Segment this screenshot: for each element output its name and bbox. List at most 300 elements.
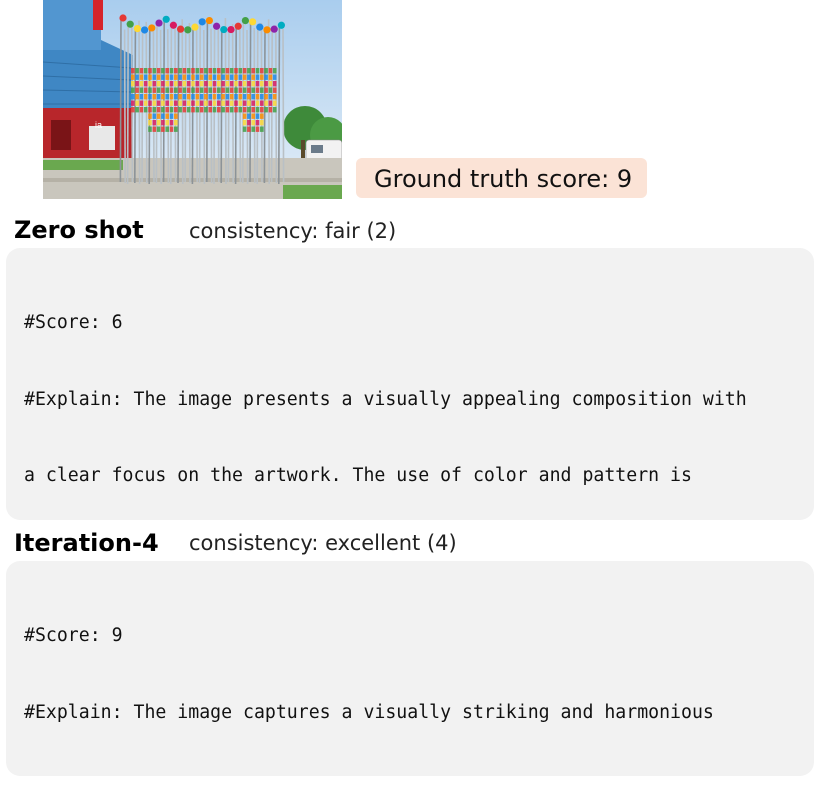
sculpture-block bbox=[247, 127, 251, 132]
sculpture-block bbox=[273, 81, 277, 86]
sculpture-block bbox=[131, 88, 135, 93]
sculpture-block bbox=[161, 75, 165, 80]
sculpture-ball bbox=[170, 22, 177, 29]
sculpture-block bbox=[153, 94, 157, 99]
sculpture-block bbox=[226, 75, 230, 80]
zero-shot-consistency: consistency: fair (2) bbox=[189, 219, 397, 243]
sculpture-block bbox=[148, 107, 152, 112]
sculpture-block bbox=[213, 88, 217, 93]
sculpture-block bbox=[256, 81, 260, 86]
sculpture-pole bbox=[128, 24, 129, 184]
sculpture-block bbox=[217, 107, 221, 112]
sculpture-block bbox=[174, 75, 178, 80]
iteration-4-response-box bbox=[6, 561, 814, 776]
sculpture-block bbox=[260, 81, 264, 86]
sculpture-pole bbox=[120, 18, 121, 182]
sculpture-block bbox=[187, 107, 191, 112]
sculpture-block bbox=[165, 75, 169, 80]
sculpture-block bbox=[170, 68, 174, 73]
sculpture-block bbox=[187, 68, 191, 73]
sculpture-block bbox=[191, 88, 195, 93]
sculpture-block bbox=[260, 120, 264, 125]
sculpture-block bbox=[260, 68, 264, 73]
sculpture-block bbox=[161, 127, 165, 132]
sculpture-block bbox=[144, 68, 148, 73]
sculpture-block bbox=[251, 101, 255, 106]
sculpture-block bbox=[264, 101, 268, 106]
iteration-4-heading: Iteration-4 bbox=[14, 529, 159, 557]
sculpture-block bbox=[148, 127, 152, 132]
sculpture-block bbox=[183, 94, 187, 99]
sculpture-block bbox=[183, 88, 187, 93]
sculpture-block bbox=[165, 88, 169, 93]
response-line: #Score: 6 bbox=[24, 312, 123, 333]
sculpture-block bbox=[148, 101, 152, 106]
sculpture-block bbox=[187, 94, 191, 99]
sculpture-block bbox=[178, 94, 182, 99]
sculpture-block bbox=[230, 107, 234, 112]
sculpture-block bbox=[153, 81, 157, 86]
sculpture-block bbox=[243, 94, 247, 99]
sculpture-block bbox=[157, 120, 161, 125]
sculpture-block bbox=[161, 114, 165, 119]
sculpture-block bbox=[247, 94, 251, 99]
sculpture-block bbox=[131, 107, 135, 112]
zero-shot-heading: Zero shot bbox=[14, 216, 144, 244]
ground-truth-score-badge: Ground truth score: 9 bbox=[356, 158, 647, 198]
sculpture-ball bbox=[141, 26, 148, 33]
sculpture-block bbox=[174, 94, 178, 99]
sculpture-block bbox=[157, 107, 161, 112]
sculpture-pole bbox=[221, 30, 222, 183]
sculpture-block bbox=[170, 94, 174, 99]
sculpture-block bbox=[170, 114, 174, 119]
sculpture-block bbox=[217, 81, 221, 86]
sculpture-pole bbox=[264, 30, 265, 183]
sculpture-block bbox=[148, 68, 152, 73]
sculpture-block bbox=[178, 68, 182, 73]
sculpture-block bbox=[239, 94, 243, 99]
sculpture-block bbox=[165, 107, 169, 112]
sculpture-block bbox=[208, 88, 212, 93]
sculpture-block bbox=[213, 101, 217, 106]
sculpture-block bbox=[140, 81, 144, 86]
sculpture-block bbox=[239, 75, 243, 80]
sculpture-block bbox=[208, 75, 212, 80]
sculpture-block bbox=[191, 94, 195, 99]
sculpture-ball bbox=[235, 23, 242, 30]
sculpture-block bbox=[153, 114, 157, 119]
sculpture-block bbox=[230, 88, 234, 93]
sculpture-block bbox=[234, 107, 238, 112]
sculpture-block bbox=[239, 88, 243, 93]
sculpture-block bbox=[260, 127, 264, 132]
sculpture-ball bbox=[263, 26, 270, 33]
sculpture-block bbox=[251, 114, 255, 119]
sculpture-block bbox=[256, 94, 260, 99]
sculpture-block bbox=[170, 127, 174, 132]
sculpture-block bbox=[165, 120, 169, 125]
sculpture-block bbox=[234, 88, 238, 93]
sculpture-block bbox=[234, 81, 238, 86]
sculpture-block bbox=[208, 101, 212, 106]
sculpture-block bbox=[174, 81, 178, 86]
sculpture-block bbox=[204, 68, 208, 73]
sculpture-block bbox=[131, 68, 135, 73]
sculpture-block bbox=[161, 107, 165, 112]
sculpture-block bbox=[148, 114, 152, 119]
sculpture-ball bbox=[148, 24, 155, 31]
sculpture-ball bbox=[119, 14, 126, 21]
sculpture-block bbox=[243, 120, 247, 125]
sculpture-block bbox=[178, 75, 182, 80]
sculpture-block bbox=[135, 107, 139, 112]
sculpture-block bbox=[135, 68, 139, 73]
sculpture-ball bbox=[163, 16, 170, 23]
sculpture-block bbox=[157, 127, 161, 132]
sculpture-block bbox=[217, 75, 221, 80]
sculpture-block bbox=[221, 81, 225, 86]
sculpture-block bbox=[161, 88, 165, 93]
sculpture-block bbox=[208, 107, 212, 112]
sculpture-block bbox=[153, 101, 157, 106]
sculpture-block bbox=[204, 94, 208, 99]
sculpture-pole bbox=[168, 29, 169, 183]
sculpture-block bbox=[256, 75, 260, 80]
sculpture-block bbox=[144, 107, 148, 112]
sculpture-block bbox=[187, 101, 191, 106]
response-line: #Score: 9 bbox=[24, 625, 123, 646]
sculpture-block bbox=[264, 81, 268, 86]
sculpture-block bbox=[239, 107, 243, 112]
sculpture-block bbox=[243, 107, 247, 112]
sculpture-block bbox=[226, 88, 230, 93]
sculpture-ball bbox=[249, 18, 256, 25]
sculpture-block bbox=[273, 88, 277, 93]
response-line: a clear focus on the artwork. The use of color and pattern is bbox=[24, 465, 692, 486]
sculpture-pole bbox=[139, 21, 140, 184]
sculpture-block bbox=[213, 107, 217, 112]
sculpture-block bbox=[239, 101, 243, 106]
sculpture-block bbox=[264, 107, 268, 112]
sculpture-block bbox=[140, 68, 144, 73]
sculpture-ball bbox=[177, 26, 184, 33]
sculpture-block bbox=[226, 101, 230, 106]
sculpture-block bbox=[230, 94, 234, 99]
sculpture-block bbox=[131, 75, 135, 80]
sculpture-block bbox=[264, 75, 268, 80]
sculpture-block bbox=[230, 75, 234, 80]
sculpture-block bbox=[269, 75, 273, 80]
sculpture-block bbox=[153, 127, 157, 132]
sculpture-block bbox=[204, 81, 208, 86]
sculpture-block bbox=[243, 81, 247, 86]
sculpture-block bbox=[264, 88, 268, 93]
sculpture-block bbox=[234, 101, 238, 106]
sculpture-ball bbox=[184, 26, 191, 33]
sculpture-block bbox=[204, 88, 208, 93]
sculpture-block bbox=[174, 101, 178, 106]
sculpture-block bbox=[256, 120, 260, 125]
sculpture-block bbox=[208, 94, 212, 99]
sculpture-block bbox=[140, 94, 144, 99]
sculpture-block bbox=[243, 127, 247, 132]
sculpture-block bbox=[144, 94, 148, 99]
sculpture-block bbox=[178, 101, 182, 106]
sculpture-pole bbox=[125, 30, 126, 183]
sculpture-block bbox=[256, 114, 260, 119]
sculpture-block bbox=[148, 75, 152, 80]
building-sign: ia bbox=[95, 120, 103, 130]
sculpture-block bbox=[170, 88, 174, 93]
sculpture-block bbox=[269, 94, 273, 99]
sculpture-block bbox=[165, 94, 169, 99]
sculpture-block bbox=[170, 81, 174, 86]
sculpture-block bbox=[273, 107, 277, 112]
sculpture-block bbox=[200, 107, 204, 112]
sculpture-block bbox=[260, 88, 264, 93]
sculpture-block bbox=[135, 88, 139, 93]
sculpture-block bbox=[269, 81, 273, 86]
sculpture-block bbox=[260, 107, 264, 112]
sculpture-block bbox=[200, 68, 204, 73]
sculpture-block bbox=[269, 107, 273, 112]
sculpture-block bbox=[187, 75, 191, 80]
sculpture-ball bbox=[256, 24, 263, 31]
sculpture-block bbox=[174, 127, 178, 132]
sculpture-block bbox=[239, 68, 243, 73]
sculpture-block bbox=[251, 94, 255, 99]
sculpture-block bbox=[157, 75, 161, 80]
sculpture-block bbox=[243, 101, 247, 106]
sculpture-block bbox=[174, 107, 178, 112]
sculpture-block bbox=[234, 75, 238, 80]
sculpture-block bbox=[196, 68, 200, 73]
sculpture-block bbox=[135, 75, 139, 80]
sculpture-block bbox=[260, 94, 264, 99]
sculpture-block bbox=[140, 88, 144, 93]
sculpture-block bbox=[196, 88, 200, 93]
sculpture-block bbox=[183, 75, 187, 80]
sculpture-ball bbox=[213, 23, 220, 30]
sculpture-block bbox=[144, 81, 148, 86]
sculpture-block bbox=[239, 81, 243, 86]
sculpture-block bbox=[260, 114, 264, 119]
sculpture-block bbox=[204, 75, 208, 80]
sculpture-block bbox=[157, 94, 161, 99]
sculpture-block bbox=[161, 94, 165, 99]
sculpture-block bbox=[247, 101, 251, 106]
sculpture-block bbox=[174, 114, 178, 119]
sculpture-block bbox=[251, 120, 255, 125]
sculpture-block bbox=[256, 107, 260, 112]
sculpture-ball bbox=[227, 26, 234, 33]
sculpture-block bbox=[157, 68, 161, 73]
sculpture-pole bbox=[279, 25, 280, 184]
sculpture-block bbox=[234, 94, 238, 99]
sculpture-block bbox=[208, 81, 212, 86]
sculpture-block bbox=[226, 81, 230, 86]
sculpture-block bbox=[174, 68, 178, 73]
sculpture-block bbox=[230, 68, 234, 73]
sculpture-block bbox=[204, 107, 208, 112]
sculpture-block bbox=[170, 101, 174, 106]
sculpture-block bbox=[230, 81, 234, 86]
sculpture-ball bbox=[206, 17, 213, 24]
sculpture-pole bbox=[247, 30, 248, 184]
sculpture-block bbox=[140, 101, 144, 106]
sculpture-block bbox=[273, 101, 277, 106]
sculpture-ball bbox=[271, 26, 278, 33]
sculpture-block bbox=[131, 101, 135, 106]
sculpture-block bbox=[269, 101, 273, 106]
sculpture-block bbox=[247, 120, 251, 125]
sculpture-block bbox=[217, 101, 221, 106]
sculpture-block bbox=[170, 120, 174, 125]
sculpture-block bbox=[256, 88, 260, 93]
sculpture-block bbox=[264, 94, 268, 99]
sculpture-pole bbox=[185, 30, 186, 182]
sculpture-block bbox=[247, 68, 251, 73]
sculpture-block bbox=[191, 107, 195, 112]
sculpture-block bbox=[191, 68, 195, 73]
sculpture-block bbox=[269, 88, 273, 93]
sculpture-block bbox=[204, 101, 208, 106]
sculpture-ball bbox=[134, 25, 141, 32]
sculpture-block bbox=[251, 75, 255, 80]
sculpture-block bbox=[183, 107, 187, 112]
sculpture-block bbox=[144, 88, 148, 93]
sculpture-block bbox=[153, 107, 157, 112]
sculpture-block bbox=[221, 94, 225, 99]
sculpture-pole bbox=[149, 28, 150, 184]
sculpture-block bbox=[148, 120, 152, 125]
sculpture-block bbox=[217, 68, 221, 73]
sculpture-block bbox=[161, 68, 165, 73]
sculpture-block bbox=[251, 127, 255, 132]
sculpture-block bbox=[230, 101, 234, 106]
sculpture-block bbox=[200, 101, 204, 106]
sculpture-block bbox=[178, 107, 182, 112]
sculpture-block bbox=[208, 68, 212, 73]
sculpture-block bbox=[256, 127, 260, 132]
sculpture-block bbox=[213, 81, 217, 86]
sculpture-block bbox=[170, 107, 174, 112]
sculpture-block bbox=[264, 68, 268, 73]
sculpture-block bbox=[165, 68, 169, 73]
sculpture-block bbox=[247, 114, 251, 119]
sculpture-block bbox=[191, 81, 195, 86]
sculpture-block bbox=[213, 68, 217, 73]
sculpture-block bbox=[247, 81, 251, 86]
sculpture-block bbox=[251, 68, 255, 73]
sculpture-block bbox=[243, 68, 247, 73]
sculpture-block bbox=[174, 120, 178, 125]
sculpture-block bbox=[213, 75, 217, 80]
sculpture-block bbox=[243, 88, 247, 93]
sculpture-block bbox=[243, 75, 247, 80]
sculpture-block bbox=[251, 107, 255, 112]
sculpture-block bbox=[187, 81, 191, 86]
sculpture-block bbox=[183, 68, 187, 73]
sculpture-block bbox=[178, 88, 182, 93]
response-line: #Explain: The image presents a visually appealing composition with bbox=[24, 388, 747, 410]
sculpture-block bbox=[135, 81, 139, 86]
sculpture-block bbox=[165, 101, 169, 106]
sculpture-block bbox=[196, 107, 200, 112]
sculpture-ball bbox=[155, 19, 162, 26]
sculpture-block bbox=[213, 94, 217, 99]
sculpture-ball bbox=[242, 17, 249, 24]
sculpture-block bbox=[247, 88, 251, 93]
sculpture-block bbox=[135, 101, 139, 106]
sculpture-block bbox=[196, 81, 200, 86]
sculpture-block bbox=[260, 75, 264, 80]
sculpture-block bbox=[135, 94, 139, 99]
sculpture-block bbox=[221, 101, 225, 106]
sculpture-block bbox=[221, 88, 225, 93]
sculpture-block bbox=[140, 107, 144, 112]
sculpture-ball bbox=[278, 22, 285, 29]
sculpture-block bbox=[273, 94, 277, 99]
sculpture-block bbox=[170, 75, 174, 80]
sculpture-block bbox=[161, 120, 165, 125]
sculpture-ball bbox=[199, 18, 206, 25]
sculpture-block bbox=[187, 88, 191, 93]
sculpture-block bbox=[217, 88, 221, 93]
sculpture-block bbox=[183, 101, 187, 106]
sculpture-block bbox=[157, 114, 161, 119]
sculpture-block bbox=[161, 101, 165, 106]
sculpture-block bbox=[153, 88, 157, 93]
sculpture-ball bbox=[220, 26, 227, 33]
sculpture-block bbox=[174, 88, 178, 93]
sculpture-block bbox=[221, 75, 225, 80]
sculpture-block bbox=[226, 94, 230, 99]
sculpture-block bbox=[196, 101, 200, 106]
sculpture-block bbox=[196, 75, 200, 80]
sculpture-ball bbox=[191, 24, 198, 31]
sculpture-block bbox=[251, 88, 255, 93]
sculpture-block bbox=[256, 101, 260, 106]
sculpture-pole bbox=[283, 29, 284, 182]
sculpture-block bbox=[161, 81, 165, 86]
sculpture-block bbox=[157, 88, 161, 93]
iteration-4-consistency: consistency: excellent (4) bbox=[189, 531, 457, 555]
sculpture-block bbox=[178, 81, 182, 86]
sculpture-block bbox=[196, 94, 200, 99]
sculpture-block bbox=[165, 127, 169, 132]
sculpture-block bbox=[191, 101, 195, 106]
sculpture-block bbox=[153, 120, 157, 125]
sculpture-block bbox=[221, 107, 225, 112]
sculpture-block bbox=[273, 75, 277, 80]
sculpture-block bbox=[273, 68, 277, 73]
sculpture-block bbox=[153, 68, 157, 73]
sculpture-block bbox=[260, 101, 264, 106]
sculpture-block bbox=[200, 75, 204, 80]
sculpture-block bbox=[131, 94, 135, 99]
sculpture-block bbox=[243, 114, 247, 119]
sculpture-block bbox=[226, 68, 230, 73]
sculpture-photo bbox=[43, 0, 342, 199]
sculpture-block bbox=[247, 75, 251, 80]
sculpture-pole bbox=[142, 30, 143, 182]
response-line: #Explain: The image captures a visually striking and harmonious bbox=[24, 701, 714, 723]
sculpture-block bbox=[153, 75, 157, 80]
sculpture-block bbox=[144, 101, 148, 106]
sculpture-block bbox=[200, 88, 204, 93]
